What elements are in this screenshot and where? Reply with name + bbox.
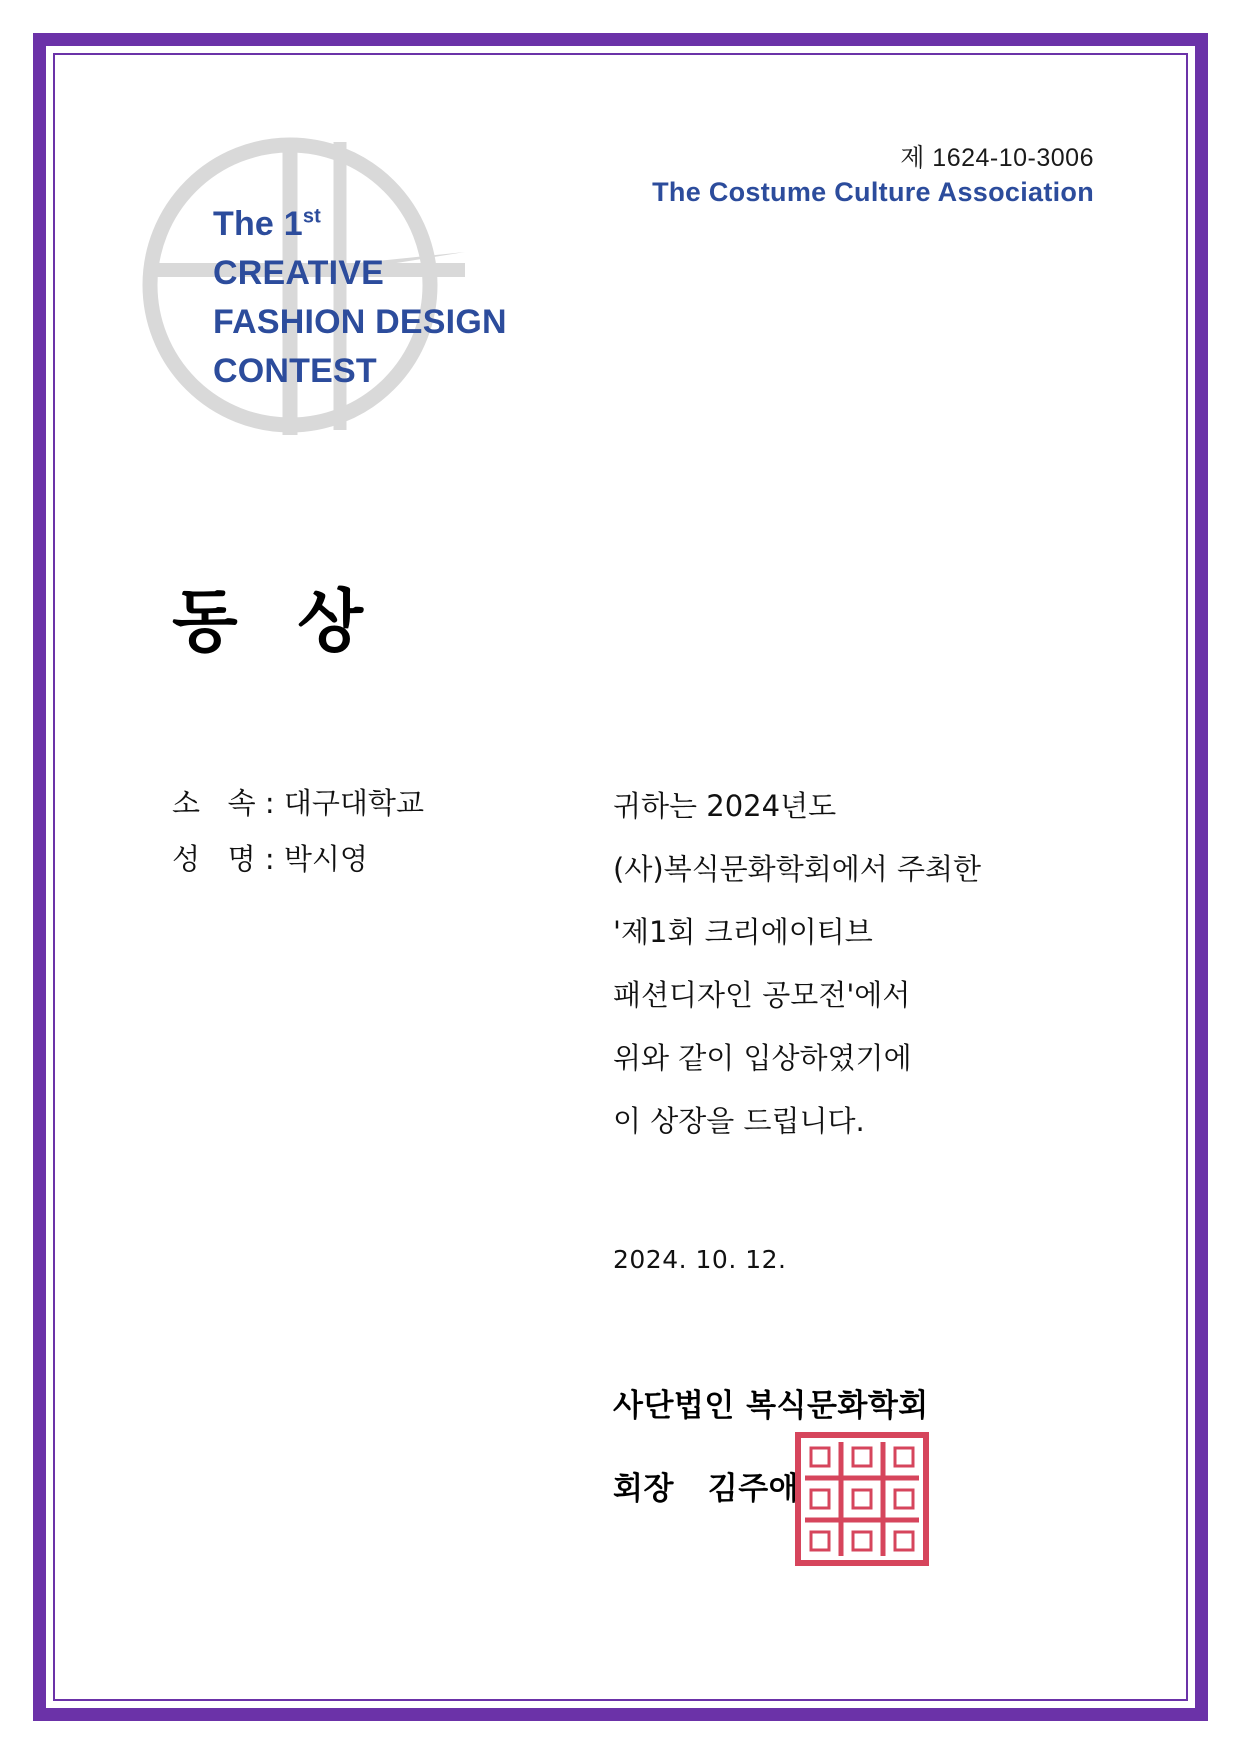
contest-title-line-1: [213, 200, 507, 249]
contest-title-line-1-text: The 1: [213, 205, 303, 243]
contest-title-line-4: CONTEST: [213, 352, 377, 390]
recipient-block: [172, 775, 424, 887]
contest-title: [213, 200, 507, 396]
award-body-line: 위와 같이 입상하였기에: [613, 1041, 912, 1075]
signature-organization: 사단법인 복식문화학회: [613, 1388, 929, 1424]
contest-title-line-2: CREATIVE: [213, 254, 384, 292]
award-name: 동 상: [172, 583, 382, 662]
contest-title-line-3: FASHION DESIGN: [213, 303, 507, 341]
document-number: 제 1624-10-3006: [900, 144, 1094, 172]
signature-person: 회장 김주애: [613, 1471, 800, 1507]
official-seal-icon: [795, 1432, 929, 1566]
association-english-name: The Costume Culture Association: [652, 177, 1094, 207]
award-date: 2024. 10. 12.: [613, 1245, 787, 1274]
contest-title-ordinal-suffix: st: [302, 205, 321, 228]
award-body-line: 패션디자인 공모전'에서: [613, 978, 911, 1012]
award-body-line: (사)복식문화학회에서 주최한: [613, 852, 982, 886]
recipient-affiliation: 소 속 : 대구대학교: [172, 786, 424, 820]
recipient-name: 성 명 : 박시영: [172, 842, 368, 876]
award-body-line: 이 상장을 드립니다.: [613, 1104, 865, 1138]
award-body-line: '제1회 크리에이티브: [613, 915, 873, 949]
award-body-text: [613, 775, 981, 1153]
award-body-line: 귀하는 2024년도: [613, 789, 837, 823]
